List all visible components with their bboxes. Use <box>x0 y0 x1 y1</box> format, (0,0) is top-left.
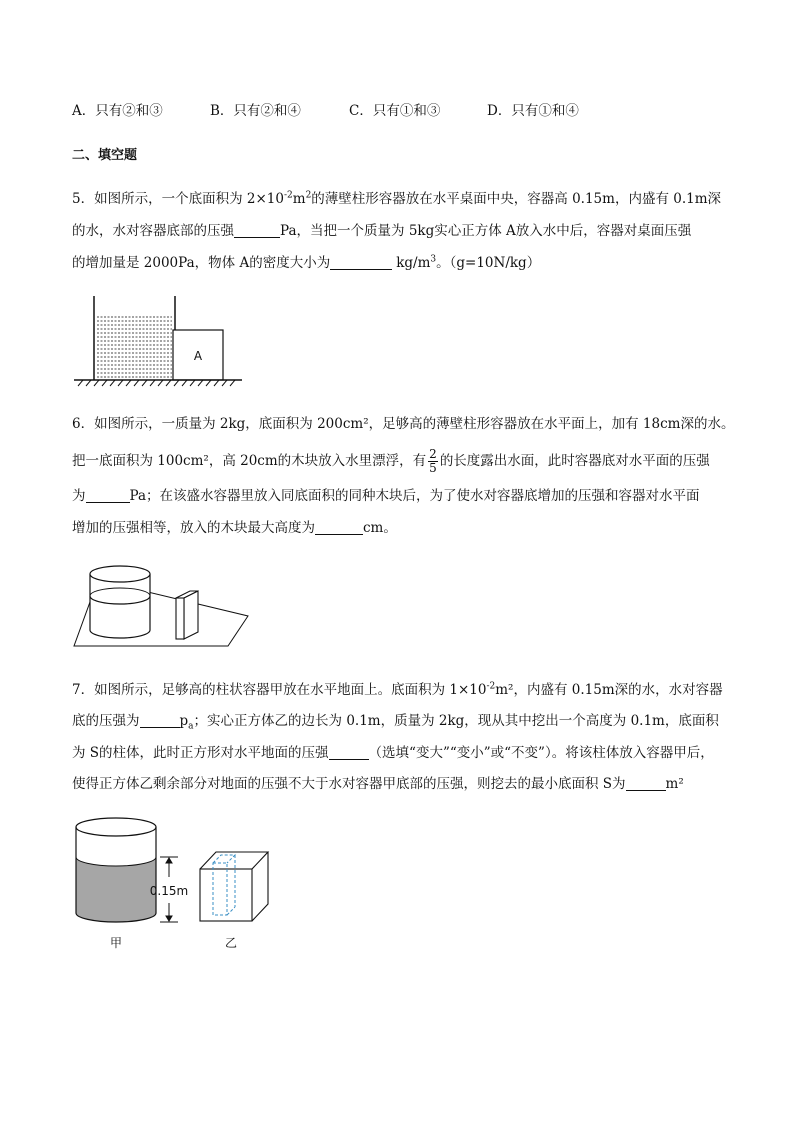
q7-text: 为 S的柱体，此时正方形对水平地面的压强 <box>72 745 329 761</box>
q6-text: 的长度露出水面，此时容器底对水平面的压强 <box>439 453 710 469</box>
q7-line-4 <box>72 774 684 794</box>
q5-exp2: 2 <box>305 190 312 201</box>
option-a: A．只有②和③ <box>72 103 163 119</box>
q7-figure <box>68 815 278 955</box>
section-title: 二、填空题 <box>72 148 138 163</box>
q5-ground <box>74 380 242 386</box>
q7-label-jia: 甲 <box>109 936 123 950</box>
q5-line-3 <box>72 253 540 273</box>
q5-water <box>95 314 174 380</box>
q5-text: 的水，水对容器底部的压强 <box>72 223 234 239</box>
q5-cube-label: A <box>193 349 203 363</box>
q6-line-4 <box>72 518 397 538</box>
q6-figure <box>70 562 260 656</box>
q7-text: ；实心正方体乙的边长为 0.1m，质量为 2kg，现从其中挖出一个高度为 0.1m，底面积 <box>193 713 719 729</box>
answer-blank[interactable] <box>315 520 363 535</box>
q5-line-1 <box>72 189 721 209</box>
q5-text: Pa，当把一个质量为 5kg实心正方体 A放入水中后，容器对桌面压强 <box>280 223 692 239</box>
option-b: B．只有②和④ <box>210 103 301 119</box>
q7-container-jia <box>76 818 156 922</box>
q7-unit: p <box>179 713 189 729</box>
q6-text: 把一底面积为 100cm²，高 20cm的木块放入水里漂浮，有 <box>72 453 427 469</box>
q6-line-2 <box>72 448 710 475</box>
q5-unit: m <box>292 191 306 207</box>
q6-text: cm。 <box>363 520 397 536</box>
fraction-denominator: 5 <box>429 461 437 475</box>
q5-unit: kg/m <box>396 255 431 271</box>
q7-line-1 <box>72 680 723 700</box>
fraction-numerator: 2 <box>429 447 437 461</box>
q7-height-label: 0.15m <box>149 884 189 898</box>
q6-text: 增加的压强相等，放入的木块最大高度为 <box>72 520 315 536</box>
q7-label-yi: 乙 <box>224 936 238 950</box>
q7-line-2 <box>72 711 719 737</box>
q5-text: 5．如图所示，一个底面积为 2×10 <box>72 191 284 207</box>
q5-text: 。（g=10N/kg） <box>436 255 541 271</box>
answer-blank[interactable] <box>86 488 130 503</box>
q7-text: 7．如图所示，足够高的柱状容器甲放在水平地面上。底面积为 1×10 <box>72 682 487 698</box>
q6-wood-block <box>176 591 198 639</box>
q5-figure <box>70 290 250 390</box>
q7-text: m² <box>665 776 684 792</box>
q6-line-3 <box>72 486 700 506</box>
answer-blank[interactable] <box>330 255 392 270</box>
q6-fraction <box>428 448 438 475</box>
answer-blank[interactable] <box>626 776 666 791</box>
q6-text: Pa；在该盛水容器里放入同底面积的同种木块后，为了使水对容器底增加的压强和容器对水平面 <box>129 488 700 504</box>
q7-text: 使得正方体乙剩余部分对地面的压强不大于水对容器甲底部的压强，则挖去的最小底面积 S为 <box>72 776 626 792</box>
answer-blank[interactable] <box>234 223 280 238</box>
q5-text: 的薄壁柱形容器放在水平桌面中央，容器高 0.15m，内盛有 0.1m深 <box>311 191 722 207</box>
answer-blank[interactable] <box>140 713 180 728</box>
q5-exp: -2 <box>283 190 293 201</box>
q5-line-2 <box>72 221 691 241</box>
q7-line-3 <box>72 743 714 763</box>
option-d: D．只有①和④ <box>487 103 579 119</box>
q6-text: 为 <box>72 488 86 504</box>
q7-sub: a <box>188 721 194 732</box>
q7-cube-yi <box>200 852 268 921</box>
q6-cylinder <box>90 566 150 638</box>
option-c: C．只有①和③ <box>349 103 441 119</box>
q7-hollow-cylinder <box>213 855 235 915</box>
q7-exp: -2 <box>486 681 496 692</box>
q7-text: 底的压强为 <box>72 713 140 729</box>
answer-blank[interactable] <box>329 745 369 760</box>
q7-text: m²，内盛有 0.15m深的水，水对容器 <box>495 682 723 698</box>
q6-line-1: 6．如图所示，一质量为 2kg，底面积为 200cm²，足够高的薄壁柱形容器放在水平面上，加有 18cm深的水。 <box>72 416 735 432</box>
q5-text: 的增加量是 2000Pa，物体 A的密度大小为 <box>72 255 331 271</box>
q7-text: （选填“变大”“变小”或“不变”）。将该柱体放入容器甲后， <box>368 745 714 761</box>
q5-exp: 3 <box>430 254 437 265</box>
